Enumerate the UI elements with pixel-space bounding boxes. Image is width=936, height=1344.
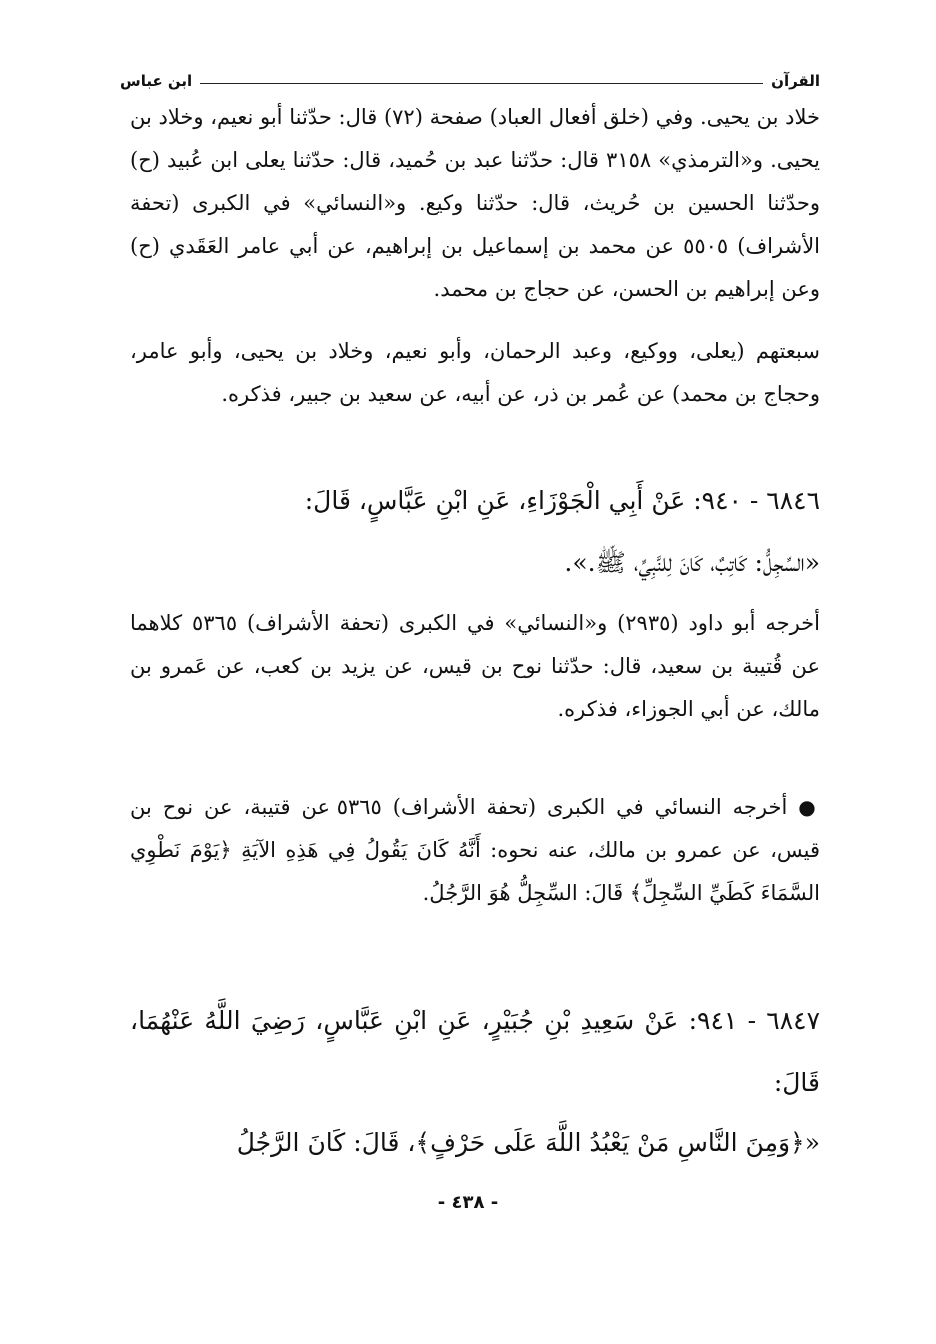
takhrij-paragraph-3 xyxy=(130,602,820,731)
takhrij-text-3: أخرجه أبو داود (٢٩٣٥) و«النسائي» في الكبرى (تحفة الأشراف) ٥٣٦٥ كلاهما عن قُتيبة بن سعيد، قال: حدّثنا نوح بن قيس، عن يزيد بن كعب، عن عَمرو بن مالك، عن أبي الجوزاء، فذكره. xyxy=(130,611,820,721)
takhrij-text-2: سبعتهم (يعلى، ووكيع، وعبد الرحمان، وأبو نعيم، وخلاد بن يحيى، وأبو عامر، وحجاج بن محمد) عن عُمر بن ذر، عن أبيه، عن سعيد بن جبير، فذكره. xyxy=(130,339,820,406)
takhrij-text-4-body: أخرجه النسائي في الكبرى (تحفة الأشراف) ٥٣٦٥ عن قتيبة، عن نوح بن قيس، عن عمرو بن مالك، عنه نحوه: أَنَّهُ كَانَ يَقُولُ فِي هَذِهِ الآيَةِ ﴿يَوْمَ نَطْوِي السَّمَاءَ كَطَيِّ السِّجِلِّ﴾ قَالَ: السِّجِلُّ هُوَ الرَّجُلُ. xyxy=(130,795,820,905)
running-header xyxy=(120,60,820,90)
takhrij-text-4 xyxy=(130,786,820,915)
hadith-6847-matn-block xyxy=(130,1112,820,1174)
takhrij-paragraph-1 xyxy=(130,96,820,311)
takhrij-text-1: خلاد بن يحيى. وفي (خلق أفعال العباد) صفحة (٧٢) قال: حدّثنا أبو نعيم، وخلاد بن يحيى. و«الترمذي» ٣١٥٨ قال: حدّثنا عبد بن حُميد، قال: حدّثنا يعلى ابن عُبيد (ح) وحدّثنا الحسين بن حُريث، قال: حدّثنا وكيع. و«النسائي» في الكبرى (تحفة الأشراف) ٥٥٠٥ عن محمد بن إسماعيل بن إبراهيم، عن أبي عامر العَقَدي (ح) وعن إبراهيم بن الحسن، عن حجاج بن محمد. xyxy=(130,105,820,301)
hadith-6847 xyxy=(130,990,820,1114)
page-number: - ٤٣٨ - xyxy=(437,1192,499,1213)
hadith-6847-matn: «﴿وَمِنَ النَّاسِ مَنْ يَعْبُدُ اللَّهَ عَلَى حَرْفٍ﴾، قَالَ: كَانَ الرَّجُلُ xyxy=(236,1128,820,1157)
hadith-6846-isnad: ٦٨٤٦ - ٩٤٠: عَنْ أَبِي الْجَوْزَاءِ، عَنِ ابْنِ عَبَّاسٍ، قَالَ: xyxy=(304,486,820,515)
hadith-6846-matn: «السِّجِلُّ: كَاتِبٌ، كَانَ لِلنَّبِيِّ، ﷺ.». xyxy=(564,548,820,577)
hadith-6847-isnad: ٦٨٤٧ - ٩٤١: عَنْ سَعِيدِ بْنِ جُبَيْرٍ، عَنِ ابْنِ عَبَّاسٍ، رَضِيَ اللَّهُ عَنْهُمَا، قَالَ: xyxy=(130,1006,820,1097)
takhrij-paragraph-4 xyxy=(130,786,820,915)
bullet-icon: ● xyxy=(798,795,821,819)
hadith-6846 xyxy=(130,470,820,594)
takhrij-paragraph-2 xyxy=(130,330,820,416)
header-narrator: ابن عباس xyxy=(120,72,193,90)
header-book-section: القرآن xyxy=(771,72,820,90)
header-rule xyxy=(200,83,763,84)
